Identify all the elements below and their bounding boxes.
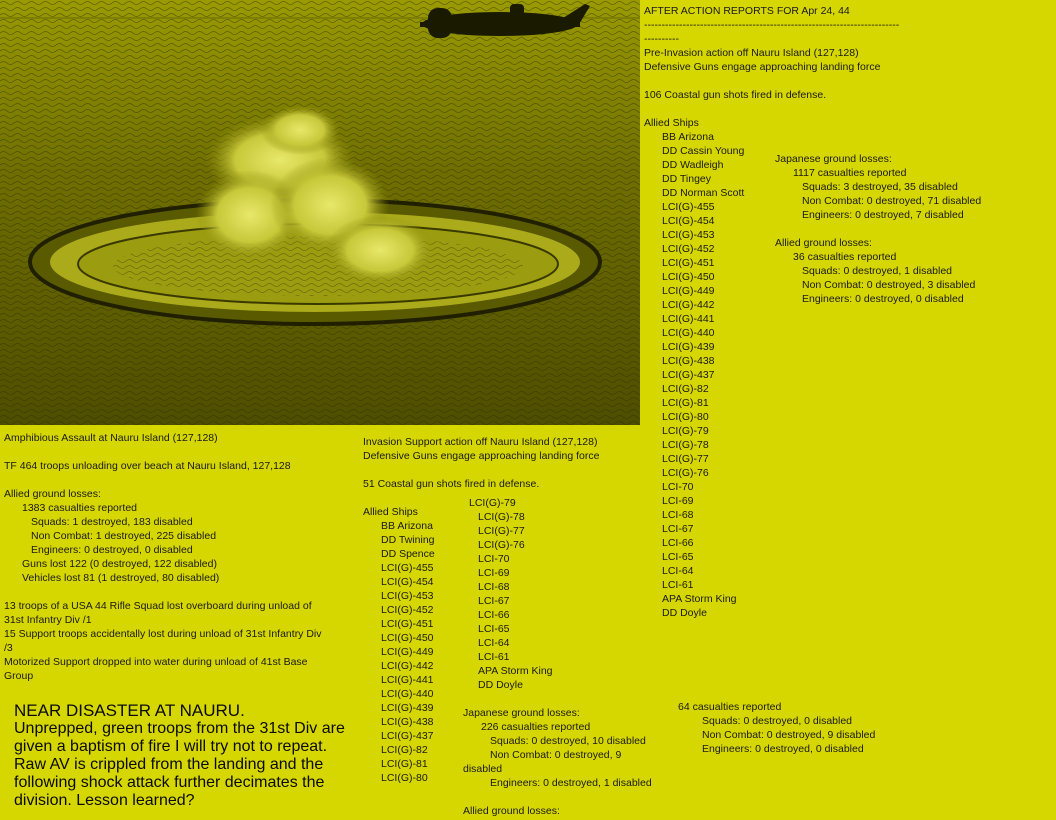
ship-item: DD Wadleigh bbox=[662, 159, 724, 171]
ship-item: DD Spence bbox=[381, 548, 435, 560]
ship-item: LCI(G)-439 bbox=[381, 702, 434, 714]
casualties-line: 1117 casualties reported bbox=[793, 167, 907, 179]
guns-line: Guns lost 122 (0 destroyed, 122 disabled) bbox=[22, 558, 217, 570]
report-line: Defensive Guns engage approaching landing force bbox=[644, 61, 881, 73]
ship-item: LCI-66 bbox=[478, 609, 510, 621]
engineers-line: Engineers: 0 destroyed, 7 disabled bbox=[802, 209, 964, 221]
ship-item: LCI(G)-440 bbox=[381, 688, 434, 700]
ship-item: LCI-65 bbox=[662, 551, 694, 563]
japanese-losses-header: Japanese ground losses: bbox=[775, 153, 892, 165]
ship-item: BB Arizona bbox=[662, 131, 714, 143]
note-line: 13 troops of a USA 44 Rifle Squad lost overboard during unload of bbox=[4, 600, 312, 612]
noncombat-line: Non Combat: 0 destroyed, 71 disabled bbox=[802, 195, 982, 207]
ship-item: LCI(G)-81 bbox=[381, 758, 428, 770]
ship-item: LCI-68 bbox=[478, 581, 510, 593]
ship-item: APA Storm King bbox=[478, 665, 553, 677]
ship-item: LCI-65 bbox=[478, 623, 510, 635]
ship-item: LCI(G)-438 bbox=[381, 716, 434, 728]
ship-item: LCI(G)-76 bbox=[478, 539, 525, 551]
ship-item: LCI(G)-450 bbox=[381, 632, 434, 644]
engineers-line: Engineers: 0 destroyed, 1 disabled bbox=[490, 777, 652, 789]
ship-item: LCI-64 bbox=[478, 637, 510, 649]
ship-item: LCI(G)-451 bbox=[381, 618, 434, 630]
commentary-caption bbox=[14, 702, 354, 810]
ship-item: BB Arizona bbox=[381, 520, 433, 532]
ships-list bbox=[469, 510, 553, 692]
note-line: Group bbox=[4, 670, 34, 682]
noncombat-line-cont: disabled bbox=[463, 763, 503, 775]
allied-losses-header: Allied ground losses: bbox=[775, 237, 872, 249]
separator: ---------- bbox=[644, 33, 679, 45]
casualties-line: 226 casualties reported bbox=[481, 721, 591, 733]
allied-losses-header: Allied ground losses: bbox=[463, 805, 560, 817]
noncombat-line: Non Combat: 0 destroyed, 9 disabled bbox=[702, 729, 876, 741]
ship-item: LCI(G)-441 bbox=[381, 674, 434, 686]
noncombat-line: Non Combat: 0 destroyed, 3 disabled bbox=[802, 279, 976, 291]
report-title: AFTER ACTION REPORTS FOR Apr 24, 44 bbox=[644, 5, 850, 17]
ship-item: LCI(G)-77 bbox=[662, 453, 709, 465]
ship-item: DD Doyle bbox=[662, 607, 707, 619]
report-line: Defensive Guns engage approaching landing force bbox=[363, 450, 600, 462]
ship-item: LCI(G)-437 bbox=[662, 369, 715, 381]
ship-item: LCI(G)-78 bbox=[478, 511, 525, 523]
ship-item: LCI(G)-76 bbox=[662, 467, 709, 479]
bombardment-photo bbox=[0, 0, 640, 425]
ship-item: LCI(G)-452 bbox=[381, 604, 434, 616]
casualties-line: 1383 casualties reported bbox=[22, 502, 137, 514]
ships-header: Allied Ships bbox=[644, 117, 699, 129]
squads-line: Squads: 1 destroyed, 183 disabled bbox=[31, 516, 193, 528]
ship-item: LCI(G)-81 bbox=[662, 397, 709, 409]
ship-item: LCI(G)-441 bbox=[662, 313, 715, 325]
note-line: 15 Support troops accidentally lost during unload of 31st Infantry Div bbox=[4, 628, 322, 640]
squads-line: Squads: 0 destroyed, 1 disabled bbox=[802, 265, 953, 277]
ship-item: LCI(G)-453 bbox=[381, 590, 434, 602]
ship-item: LCI(G)-82 bbox=[662, 383, 709, 395]
separator: ------------------------------------------------------------------------- bbox=[644, 19, 900, 31]
allied-losses-header: Allied ground losses: bbox=[4, 488, 101, 500]
ship-item: LCI(G)-454 bbox=[662, 215, 715, 227]
nauru-photo-illustration bbox=[0, 0, 640, 425]
ship-item: LCI-64 bbox=[662, 565, 694, 577]
ship-item: LCI(G)-449 bbox=[662, 285, 715, 297]
vehicles-line: Vehicles lost 81 (1 destroyed, 80 disabled) bbox=[22, 572, 220, 584]
squads-line: Squads: 0 destroyed, 10 disabled bbox=[490, 735, 646, 747]
shots-line: 51 Coastal gun shots fired in defense. bbox=[363, 478, 540, 490]
ship-item: LCI(G)-453 bbox=[662, 229, 715, 241]
ship-item: DD Doyle bbox=[478, 679, 523, 691]
shots-line: 106 Coastal gun shots fired in defense. bbox=[644, 89, 827, 101]
ship-item: LCI(G)-440 bbox=[662, 327, 715, 339]
ship-item: LCI-61 bbox=[662, 579, 694, 591]
ship-item: LCI(G)-82 bbox=[381, 744, 428, 756]
bottom-right-losses bbox=[678, 700, 875, 756]
ship-item: DD Norman Scott bbox=[662, 187, 745, 199]
squads-line: Squads: 0 destroyed, 0 disabled bbox=[702, 715, 853, 727]
ship-item: LCI(G)-437 bbox=[381, 730, 434, 742]
amphib-title: Amphibious Assault at Nauru Island (127,128) bbox=[4, 432, 218, 444]
engineers-line: Engineers: 0 destroyed, 0 disabled bbox=[702, 743, 864, 755]
ship-item: LCI(G)-77 bbox=[478, 525, 525, 537]
note-line: 31st Infantry Div /1 bbox=[4, 614, 92, 626]
ship-item: LCI-69 bbox=[662, 495, 694, 507]
ship-item: LCI(G)-78 bbox=[662, 439, 709, 451]
amphibious-report bbox=[4, 431, 322, 683]
ship-item: DD Twining bbox=[381, 534, 435, 546]
ship-item: DD Tingey bbox=[662, 173, 712, 185]
ship-item: LCI-69 bbox=[478, 567, 510, 579]
ship-item: LCI-66 bbox=[662, 537, 694, 549]
invasion-support-ships-col2 bbox=[469, 496, 553, 692]
ship-item: LCI(G)-80 bbox=[381, 772, 428, 784]
engineers-line: Engineers: 0 destroyed, 0 disabled bbox=[31, 544, 193, 556]
noncombat-line: Non Combat: 1 destroyed, 225 disabled bbox=[31, 530, 217, 542]
ship-item: LCI(G)-455 bbox=[662, 201, 715, 213]
ship-item: LCI(G)-450 bbox=[662, 271, 715, 283]
ship-item: LCI(G)-442 bbox=[662, 299, 715, 311]
casualties-line: 36 casualties reported bbox=[793, 251, 897, 263]
noncombat-line: Non Combat: 0 destroyed, 9 bbox=[490, 749, 622, 761]
ship-item: LCI(G)-439 bbox=[662, 341, 715, 353]
ship-item: LCI(G)-442 bbox=[381, 660, 434, 672]
ships-header: Allied Ships bbox=[363, 506, 418, 518]
ship-item: LCI-70 bbox=[478, 553, 510, 565]
ship-item: LCI-67 bbox=[478, 595, 510, 607]
ship-item: LCI(G)-454 bbox=[381, 576, 434, 588]
ship-item: APA Storm King bbox=[662, 593, 737, 605]
caption-body: Unprepped, green troops from the 31st Div are given a baptism of fire I will try not to repeat. Raw AV is crippled from the landing and the following shock attack further decimates the division. Lesson learned? bbox=[14, 720, 345, 809]
engineers-line: Engineers: 0 destroyed, 0 disabled bbox=[802, 293, 964, 305]
ship-item: LCI-70 bbox=[662, 481, 694, 493]
ship-item: LCI(G)-455 bbox=[381, 562, 434, 574]
japanese-losses-header: Japanese ground losses: bbox=[463, 707, 580, 719]
note-line: /3 bbox=[4, 642, 13, 654]
ship-item: LCI(G)-79 bbox=[662, 425, 709, 437]
report-line: Invasion Support action off Nauru Island (127,128) bbox=[363, 436, 598, 448]
ship-item: LCI-61 bbox=[478, 651, 510, 663]
squads-line: Squads: 3 destroyed, 35 disabled bbox=[802, 181, 958, 193]
ship-item: DD Cassin Young bbox=[662, 145, 745, 157]
ship-item: LCI(G)-449 bbox=[381, 646, 434, 658]
ship-item: LCI(G)-80 bbox=[662, 411, 709, 423]
ship-item: LCI(G)-451 bbox=[662, 257, 715, 269]
casualties-line: 64 casualties reported bbox=[678, 701, 782, 713]
right-losses bbox=[775, 152, 981, 306]
invasion-support-losses bbox=[463, 706, 652, 818]
tf-line: TF 464 troops unloading over beach at Nauru Island, 127,128 bbox=[4, 460, 291, 472]
ship-item: LCI(G)-438 bbox=[662, 355, 715, 367]
ship-item: LCI-68 bbox=[662, 509, 694, 521]
ship-item: LCI(G)-452 bbox=[662, 243, 715, 255]
right-report bbox=[644, 4, 899, 620]
ship-item: LCI-67 bbox=[662, 523, 694, 535]
caption-headline: NEAR DISASTER AT NAURU. bbox=[14, 701, 245, 720]
note-line: Motorized Support dropped into water during unload of 41st Base bbox=[4, 656, 308, 668]
ship-item: LCI(G)-79 bbox=[469, 497, 516, 509]
report-line: Pre-Invasion action off Nauru Island (127,128) bbox=[644, 47, 859, 59]
